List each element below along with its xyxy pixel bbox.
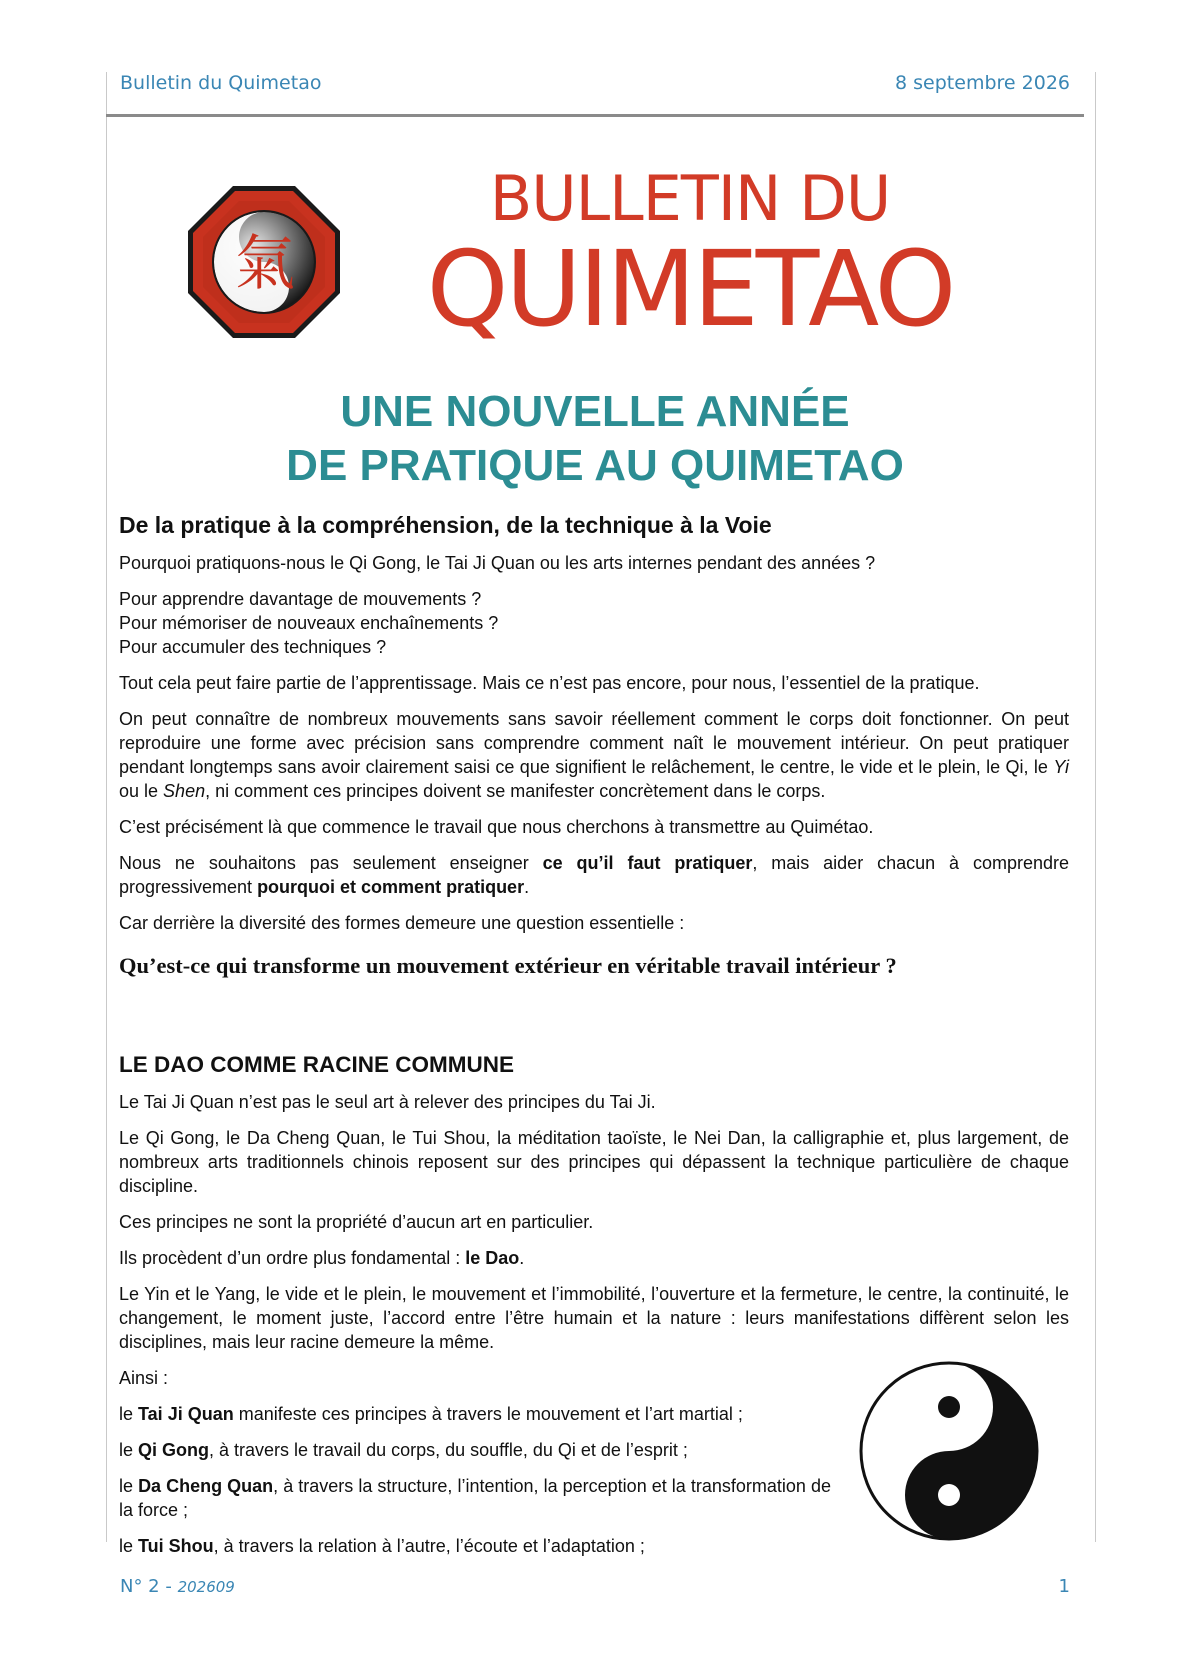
text-run: On peut connaître de nombreux mouvements sans savoir réellement comment le corps doit fonctionner. On peut reproduire une forme avec précision sans comprendre comment naît le mouvement intérieur. On peut pratiquer pendant longtemps sans avoir clairement saisi ce que signifient le relâchement, le centre, le vide et le plein, le Qi, le [119, 709, 1069, 777]
section-subhead: De la pratique à la compréhension, de la technique à la Voie [119, 512, 772, 538]
page-number: 1 [1058, 1576, 1070, 1597]
text-run: le [119, 1404, 139, 1424]
issue-number [120, 1576, 235, 1597]
masthead-line-1: BULLETIN DU [489, 162, 891, 235]
paragraph [119, 707, 1069, 803]
headline-line-1: UNE NOUVELLE ANNÉE [340, 387, 850, 436]
bold-term: ce qu’il faut pratiquer [542, 853, 753, 873]
header-title: Bulletin du Quimetao [120, 72, 322, 94]
list-item [119, 1474, 831, 1522]
text-run: , à travers le travail du corps, du souffle, du Qi et de l’esprit ; [209, 1440, 688, 1460]
text-run: , ni comment ces principes doivent se manifester concrètement dans le corps. [205, 781, 826, 801]
question-line: Pour accumuler des techniques ? [119, 637, 387, 657]
issue-label: N° 2 - [120, 1576, 178, 1597]
text-run: . [519, 1248, 525, 1268]
question-line: Pour mémoriser de nouveaux enchaînements ? [119, 613, 499, 633]
paragraph: Le Yin et le Yang, le vide et le plein, le mouvement et l’immobilité, l’ouverture et la fermeture, le centre, la continuité, le changement, le moment juste, l’accord entre l’être humain et la nature : leurs manifestations diffèrent selon les disciplines, mais leur racine demeure la même. [119, 1284, 1069, 1352]
paragraph: Le Tai Ji Quan n’est pas le seul art à relever des principes du Tai Ji. [119, 1092, 656, 1112]
text-run: le [119, 1536, 139, 1556]
text-run: ou le [119, 781, 164, 801]
text-run: le [119, 1440, 139, 1460]
main-headline [106, 385, 1084, 493]
question-list [119, 587, 1069, 659]
paragraph: Pourquoi pratiquons-nous le Qi Gong, le Tai Ji Quan ou les arts internes pendant des années ? [119, 553, 876, 573]
octagon-qi-yinyang-icon [185, 183, 343, 341]
text-run: Ils procèdent d’un ordre plus fondamental : [119, 1248, 466, 1268]
key-question: Qu’est-ce qui transforme un mouvement extérieur en véritable travail intérieur ? [119, 953, 897, 978]
qi-character: 氣 [235, 229, 295, 299]
paragraph: Ces principes ne sont la propriété d’aucun art en particulier. [119, 1212, 594, 1232]
paragraph: Car derrière la diversité des formes demeure une question essentielle : [119, 913, 685, 933]
italic-term: Shen [163, 781, 206, 801]
bold-term: Da Cheng Quan [138, 1476, 274, 1496]
page-border-left [106, 72, 107, 1542]
text-run: , à travers la relation à l’autre, l’écoute et l’adaptation ; [213, 1536, 645, 1556]
bold-term: le Dao [465, 1248, 520, 1268]
header-date: 8 septembre 2026 [895, 72, 1070, 94]
list-item [119, 1438, 831, 1462]
paragraph: Ainsi : [119, 1368, 169, 1388]
paragraph: Le Qi Gong, le Da Cheng Quan, le Tui Shou, la méditation taoïste, le Nei Dan, la calligraphie et, plus largement, de nombreux arts traditionnels chinois reposent sur des principes qui dépassent la technique particulière de chaque discipline. [119, 1128, 1069, 1196]
page-border-right [1095, 72, 1096, 1542]
bold-term: Qi Gong [138, 1440, 210, 1460]
running-header [120, 70, 1070, 100]
yin-yang-icon [858, 1360, 1040, 1542]
text-run: Nous ne souhaitons pas seulement enseigner [119, 853, 543, 873]
header-rule [106, 114, 1084, 117]
italic-term: Yi [1053, 757, 1069, 777]
list-item [119, 1402, 831, 1426]
section-title: LE DAO COMME RACINE COMMUNE [119, 1052, 514, 1077]
page-footer [120, 1576, 1070, 1606]
list-item [119, 1534, 831, 1558]
question-line: Pour apprendre davantage de mouvements ? [119, 589, 482, 609]
text-run: , mais aider chacun à comprendre progressivement [119, 853, 1069, 897]
paragraph [119, 851, 1069, 899]
bold-term: pourquoi et comment pratiquer [257, 877, 525, 897]
text-run: , à travers la structure, l’intention, la perception et la transformation de la force ; [119, 1476, 831, 1520]
issue-code: 202609 [177, 1578, 235, 1596]
paragraph: C’est précisément là que commence le travail que nous cherchons à transmettre au Quimétao. [119, 817, 874, 837]
paragraph: Tout cela peut faire partie de l’apprentissage. Mais ce n’est pas encore, pour nous, l’essentiel de la pratique. [119, 673, 980, 693]
paragraph [119, 1246, 1069, 1270]
headline-line-2: DE PRATIQUE AU QUIMETAO [286, 441, 904, 490]
bold-term: Tui Shou [138, 1536, 214, 1556]
text-run: . [524, 877, 530, 897]
bold-term: Tai Ji Quan [138, 1404, 234, 1424]
text-run: le [119, 1476, 139, 1496]
masthead-line-2: QUIMETAO [426, 228, 954, 350]
text-run: manifeste ces principes à travers le mouvement et l’art martial ; [233, 1404, 743, 1424]
